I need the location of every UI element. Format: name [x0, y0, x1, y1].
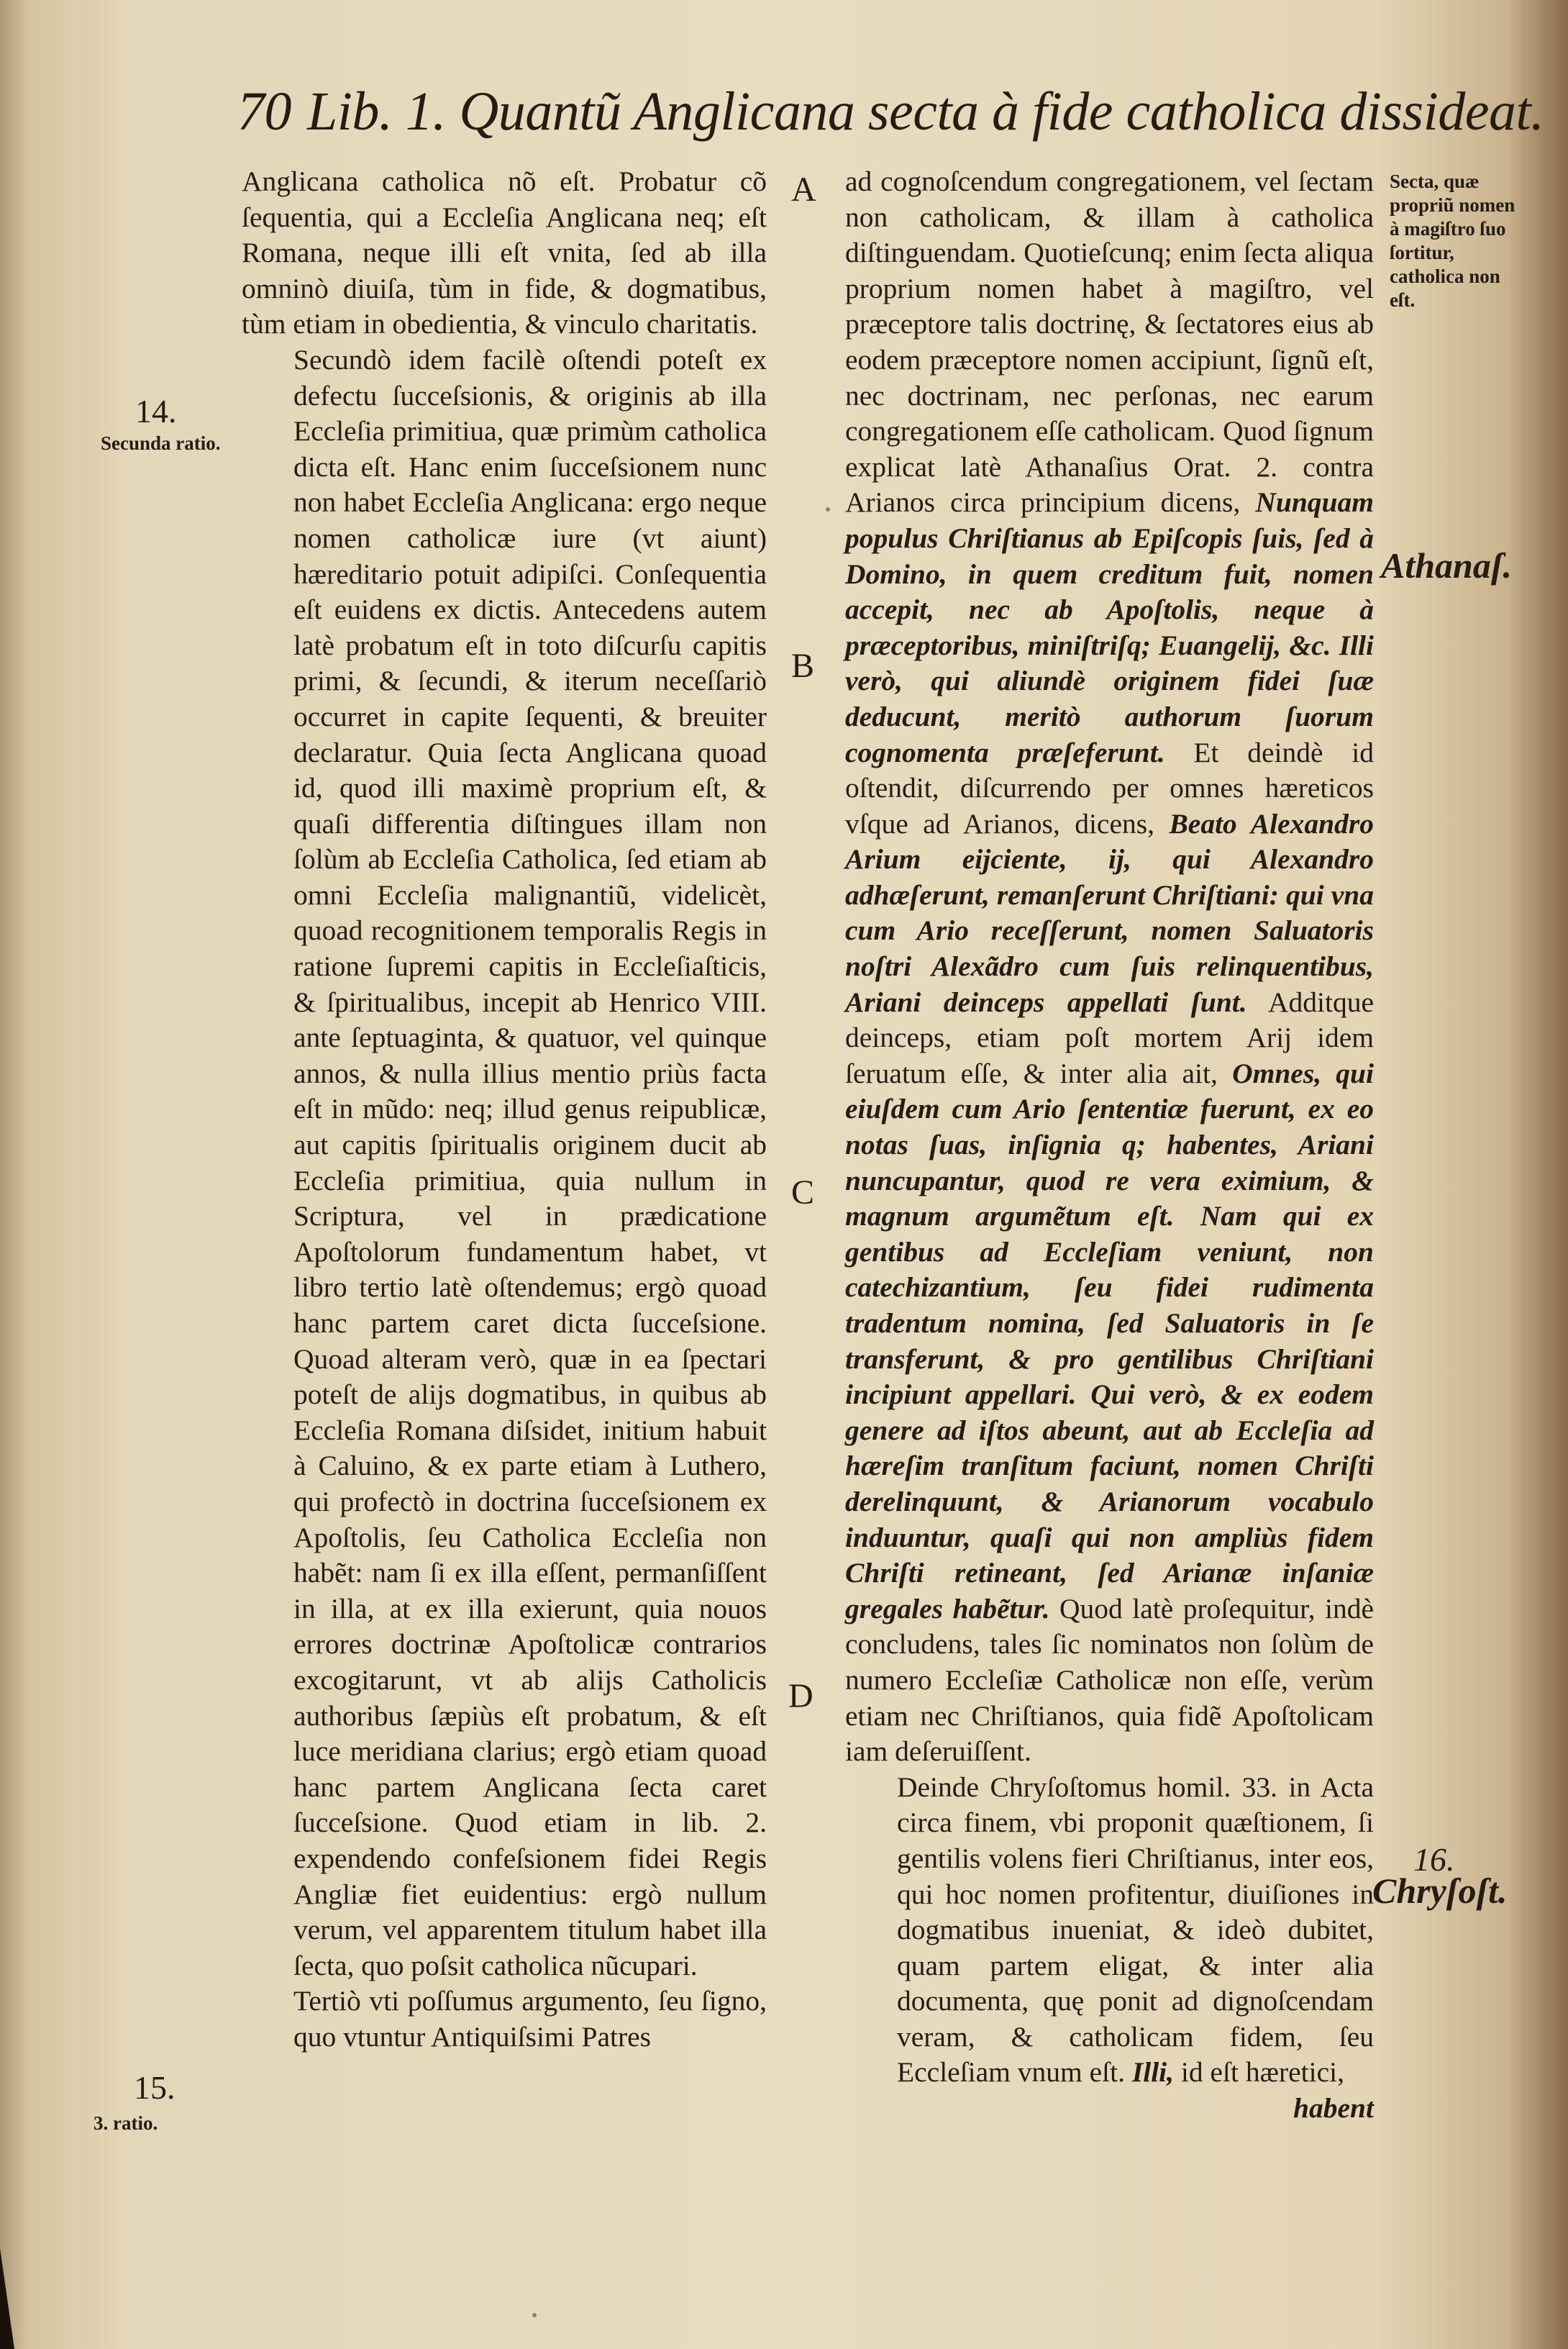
left-paragraph-3: Tertiò vti poſſumus argumento, ſeu ſigno, quo vtuntur Antiquiſsimi Patres [293, 1985, 767, 2053]
right-text: Quod latè proſequitur, indè concludens, tales ſic nominatos non ſolùm de numero Eccleſiæ Catholicæ non eſſe, verùm etiam nec Chriſtianos, quia fidẽ Apoſtolicam iam deſeruiſſent. [845, 1592, 1374, 1768]
right-text: Deinde Chryſoſtomus homil. 33. in Acta circa finem, vbi proponit quæſtionem, ſi gentilis volens fieri Chriſtianus, inter eos, qui hoc nomen profitentur, diuiſiones in dogmatibus inueniat, & ideò dubitet, quam partem eligat, & inter alia documenta, quę ponit ad dignoſcendam veram, & catholicam fidem, ſeu Eccleſiam vnum eſt. [897, 1771, 1374, 2089]
margin-note-secta: Secta, quæ propriũ nomen à magiſtro ſuo ſortitur, catholica non eſt. [1390, 171, 1515, 311]
right-paragraph-1 [845, 164, 1374, 1770]
margin-number-14: 14. [135, 393, 177, 430]
margin-number-15: 15. [134, 2069, 176, 2106]
right-text: Additque deinceps, etiam poſt mortem Arij idem ſeruatum eſſe, & inter alia ait, [845, 986, 1374, 1089]
gutter-shadow [0, 0, 29, 2349]
chrysostom-quote: Illi, [1131, 2056, 1175, 2089]
ink-speck [532, 2313, 537, 2317]
page-number: 70 [237, 81, 291, 142]
athanasius-quote-2: Beato Alexandro Arium eijciente, ij, qui Alexandro adhæſerunt, remanſerunt Chriſtiani: qui vna cum Ario receſſerunt, nomen Saluatoris noſtri Alexãdro cum ſuis relinquentibus, Ariani deinceps appellati ſunt. [845, 807, 1374, 1018]
left-column [242, 164, 767, 2055]
section-letter-a: A [791, 171, 816, 209]
running-title: Lib. 1. Quantũ Anglicana secta à fide catholica dissideat. [307, 81, 1544, 142]
margin-note-tertia-ratio: 3. ratio. [94, 2112, 158, 2134]
ink-speck [826, 507, 830, 512]
left-paragraph-1: Anglicana catholica nõ eſt. Probatur cõ ſequentia, qui a Eccleſia Anglicana neq; eſt Romana, neque illi eſt vnita, ſed ab illa omninò diuiſa, tùm in fide, & dogmatibus, tùm etiam in obedientia, & vinculo charitatis. [242, 165, 767, 340]
right-text: id eſt hæretici, [1180, 2056, 1344, 2089]
running-header [237, 72, 1544, 151]
right-column [845, 164, 1374, 2127]
athanasius-quote-1: Nunquam populus Chriſtianus ab Epiſcopis ſuis, ſed à Domino, in quem creditum fuit, nomen accepit, nec ab Apoſtolis, neque à præceptoribus, miniſtriſq; Euangelij, &c. Illi verò, qui aliundè originem fidei ſuæ deducunt, meritò authorum ſuorum cognomenta præſeferunt. [845, 486, 1374, 768]
right-text: Et deindè id oſtendit, diſcurrendo per omnes hæreticos vſque ad Arianos, dicens, [845, 736, 1374, 840]
athanasius-quote-3: Omnes, qui eiuſdem cum Ario ſententiæ fuerunt, ex eo notas ſuas, inſignia q; habentes, Ariani nuncupantur, quod re vera eximium, & magnum argumẽtum eſt. Nam qui ex gentibus ad Eccleſiam veniunt, non catechizantium, ſeu fidei rudimenta tradentum nomina, ſed Saluatoris in ſe transferunt, & pro gentilibus Chriſtiani incipiunt appellari. Qui verò, & ex eodem genere ad iſtos abeunt, aut ab Eccleſia ad hæreſim tranſitum faciunt, nomen Chriſti derelinquunt, & Arianorum vocabulo induuntur, quaſi qui non ampliùs fidem Chriſti retineant, ſed Arianæ inſaniæ gregales habẽtur. [845, 1057, 1374, 1625]
section-letter-b: B [791, 647, 815, 685]
right-paragraph-2 [845, 1770, 1374, 2091]
margin-note-athanasius: Athanaſ. [1381, 545, 1513, 586]
left-paragraph-2: Secundò idem facilè oſtendi poteſt ex defectu ſucceſsionis, & originis ab illa Eccleſia primitiua, quæ primùm catholica dicta eſt. Hanc enim ſucceſsionem nunc non habet Eccleſia Anglicana: ergo neque nomen catholicæ iure (vt aiunt) hæreditario potuit adipiſci. Conſequentia eſt euidens ex dictis. Antecedens autem latè probatum eſt in toto diſcurſu capitis primi, & ſecundi, & iterum neceſſariò occurret in capite ſequenti, & breuiter declaratur. Quia ſecta Anglicana quoad id, quod illi maximè proprium eſt, & quaſi differentia diſtingues illam non ſolùm ab Eccleſia Catholica, ſed etiam ab omni Eccleſia malignantiũ, videlicèt, quoad recognitionem temporalis Regis in ratione ſupremi capitis in Eccleſiaſticis, & ſpiritualibus, incepit ab Henrico VIII. ante ſeptuaginta, & quatuor, vel quinque annos, & nulla illius mentio priùs facta eſt in mũdo: neq; illud genus reipublicæ, aut capitis ſpiritualis originem ducit ab Eccleſia primitiua, quia nullum in Scriptura, vel in prædicatione Apoſtolorum fundamentum habet, vt libro tertio latè oſtendemus; ergò quoad hanc partem caret dicta ſucceſsione. Quoad alteram verò, quæ in ea ſpectari poteſt de alijs dogmatibus, in quibus ab Eccleſia Romana diſsidet, initium habuit à Caluino, & ex parte etiam à Luthero, qui profectò in doctrina ſucceſsionem ex Apoſtolis, ſeu Catholica Eccleſia non habẽt: nam ſi ex illa eſſent, permanſiſſent in illa, at ex illa exierunt, quia nouos errores doctrinæ Apoſtolicæ contrarios excogitarunt, vt ab alijs Catholicis authoribus ſæpiùs eſt probatum, & eſt luce meridiana clarius; ergò etiam quoad hanc partem Anglicana ſecta caret ſucceſsione. Quod etiam in lib. 2. expendendo confeſsionem fidei Regis Angliæ fiet euidentius: ergò nullum verum, vel apparentem titulum habet illa ſecta, quo poſsit catholica nũcupari. [293, 343, 767, 1981]
section-letter-d: D [788, 1677, 813, 1715]
margin-note-chrysostom: Chryſoſt. [1372, 1871, 1508, 1911]
margin-number-16: 16. [1413, 1841, 1455, 1878]
catchword: habent [1293, 2092, 1374, 2125]
right-text: ad cognoſcendum congregationem, vel ſectam non catholicam, & illam à catholica diſtinguendam. Quotieſcunq; enim ſecta aliqua proprium nomen habet à magiſtro, vel præceptore talis doctrinę, & ſectatores eius ab eodem præceptore nomen accipiunt, ſignũ eſt, nec doctrinam, nec perſonas, nec earum congregationem eſſe catholicam. Quod ſignum explicat latè Athanaſius Orat. 2. contra Arianos circa principium dicens, [845, 165, 1374, 519]
section-letter-c: C [791, 1173, 815, 1212]
margin-note-secunda-ratio: Secunda ratio. [101, 432, 221, 454]
